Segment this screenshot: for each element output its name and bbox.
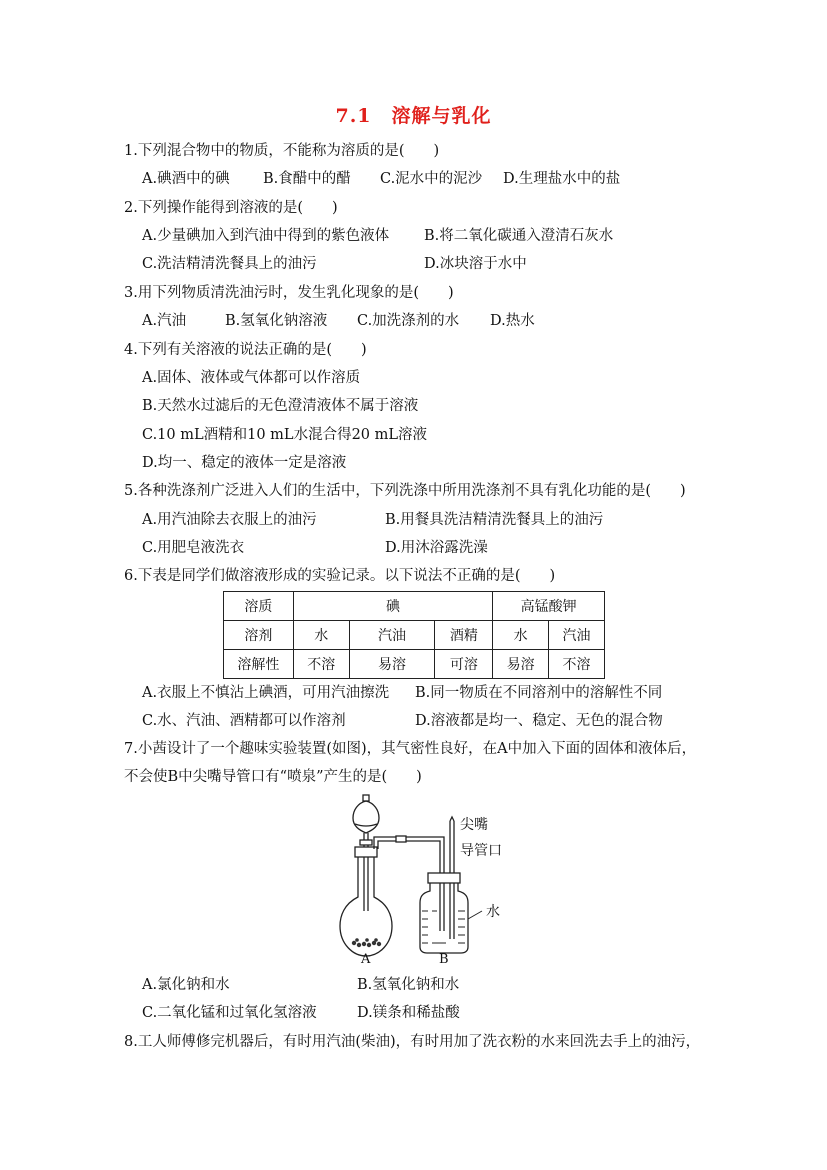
question-6-option-c: C.水、汽油、酒精都可以作溶剂 bbox=[142, 713, 346, 729]
table-cell: 汽油 bbox=[549, 621, 605, 650]
question-4-option-c: C.10 mL酒精和10 mL水混合得20 mL溶液 bbox=[142, 427, 428, 443]
question-7-option-b: B.氢氧化钠和水 bbox=[357, 977, 460, 993]
table-cell: 溶质 bbox=[224, 592, 294, 621]
nozzle-tip bbox=[450, 817, 454, 821]
question-5-option-c: C.用肥皂液洗衣 bbox=[142, 540, 245, 556]
question-4-option-d: D.均一、稳定的液体一定是溶液 bbox=[142, 455, 347, 471]
experiment-apparatus-figure bbox=[336, 793, 526, 965]
question-1-option-c: C.泥水中的泥沙 bbox=[380, 171, 483, 187]
question-2-option-c: C.洗洁精清洗餐具上的油污 bbox=[142, 256, 317, 272]
question-3-option-b: B.氢氧化钠溶液 bbox=[225, 313, 328, 329]
question-1-option-a: A.碘酒中的碘 bbox=[142, 171, 230, 187]
page-title: 7.1 溶解与乳化 bbox=[335, 105, 492, 127]
label-bottle-b: B bbox=[439, 952, 449, 965]
question-3-option-d: D.热水 bbox=[490, 313, 535, 329]
tube-connector bbox=[396, 836, 406, 842]
table-row bbox=[224, 621, 605, 650]
table-row bbox=[224, 592, 605, 621]
table-cell: 汽油 bbox=[349, 621, 435, 650]
table-cell: 溶剂 bbox=[224, 621, 294, 650]
question-6-stem: 6.下表是同学们做溶液形成的实验记录。以下说法不正确的是( ) bbox=[124, 568, 556, 584]
question-1-stem: 1.下列混合物中的物质，不能称为溶质的是( ) bbox=[124, 143, 440, 159]
table-cell: 可溶 bbox=[435, 650, 493, 679]
question-7-stem-line2: 不会使B中尖嘴导管口有“喷泉”产生的是( ) bbox=[124, 769, 422, 785]
question-6-option-a: A.衣服上不慎沾上碘酒，可用汽油擦洗 bbox=[142, 685, 390, 701]
question-6-option-b: B.同一物质在不同溶剂中的溶解性不同 bbox=[415, 685, 663, 701]
question-3-option-c: C.加洗涤剂的水 bbox=[357, 313, 460, 329]
table-cell: 水 bbox=[493, 621, 549, 650]
table-cell: 高锰酸钾 bbox=[493, 592, 605, 621]
question-2-option-d: D.冰块溶于水中 bbox=[424, 256, 527, 272]
question-4-option-a: A.固体、液体或气体都可以作溶质 bbox=[142, 370, 361, 386]
question-7-option-c: C.二氧化锰和过氧化氢溶液 bbox=[142, 1005, 317, 1021]
question-2-stem: 2.下列操作能得到溶液的是( ) bbox=[124, 200, 338, 216]
question-2-option-a: A.少量碘加入到汽油中得到的紫色液体 bbox=[142, 228, 390, 244]
table-cell: 不溶 bbox=[549, 650, 605, 679]
table-cell: 碘 bbox=[293, 592, 492, 621]
label-nozzle-line2: 导管口 bbox=[460, 843, 502, 859]
question-3-option-a: A.汽油 bbox=[142, 313, 187, 329]
question-2-option-b: B.将二氧化碳通入澄清石灰水 bbox=[424, 228, 614, 244]
question-7-option-d: D.镁条和稀盐酸 bbox=[357, 1005, 460, 1021]
table-cell: 易溶 bbox=[493, 650, 549, 679]
question-5-option-b: B.用餐具洗洁精清洗餐具上的油污 bbox=[385, 512, 604, 528]
question-3-stem: 3.用下列物质清洗油污时，发生乳化现象的是( ) bbox=[124, 285, 454, 301]
label-water: 水 bbox=[486, 904, 500, 920]
separatory-funnel-bulb bbox=[353, 801, 379, 833]
question-5-option-a: A.用汽油除去衣服上的油污 bbox=[142, 512, 317, 528]
water-label-leader bbox=[468, 911, 482, 919]
funnel-stopper bbox=[363, 795, 369, 801]
funnel-liquid-line bbox=[355, 824, 377, 826]
table-cell: 酒精 bbox=[435, 621, 493, 650]
question-4-stem: 4.下列有关溶液的说法正确的是( ) bbox=[124, 342, 367, 358]
bottle-b-stopper bbox=[428, 873, 460, 883]
table-cell: 水 bbox=[293, 621, 349, 650]
table-cell: 不溶 bbox=[293, 650, 349, 679]
table-cell: 易溶 bbox=[349, 650, 435, 679]
connecting-tube bbox=[374, 837, 444, 873]
solid-particles bbox=[352, 938, 381, 947]
question-8-stem: 8.工人师傅修完机器后，有时用汽油(柴油)，有时用加了洗衣粉的水来回洗去手上的油污， bbox=[124, 1034, 701, 1050]
label-nozzle-line1: 尖嘴 bbox=[460, 817, 488, 833]
table-row bbox=[224, 650, 605, 679]
question-1-option-d: D.生理盐水中的盐 bbox=[503, 171, 621, 187]
question-7-option-a: A.氯化钠和水 bbox=[142, 977, 230, 993]
solubility-table bbox=[223, 591, 605, 679]
table-cell: 溶解性 bbox=[224, 650, 294, 679]
question-7-stem-line1: 7.小茜设计了一个趣味实验装置(如图)，其气密性良好，在A中加入下面的固体和液体后， bbox=[124, 741, 697, 757]
question-4-option-b: B.天然水过滤后的无色澄清液体不属于溶液 bbox=[142, 398, 419, 414]
question-1-option-b: B.食醋中的醋 bbox=[263, 171, 351, 187]
question-5-stem: 5.各种洗涤剂广泛进入人们的生活中，下列洗涤中所用洗涤剂不具有乳化功能的是( ) bbox=[124, 483, 686, 499]
label-flask-a: A bbox=[361, 952, 371, 965]
question-5-option-d: D.用沐浴露洗澡 bbox=[385, 540, 488, 556]
funnel-stopcock bbox=[360, 840, 372, 845]
question-6-option-d: D.溶液都是均一、稳定、无色的混合物 bbox=[415, 713, 663, 729]
